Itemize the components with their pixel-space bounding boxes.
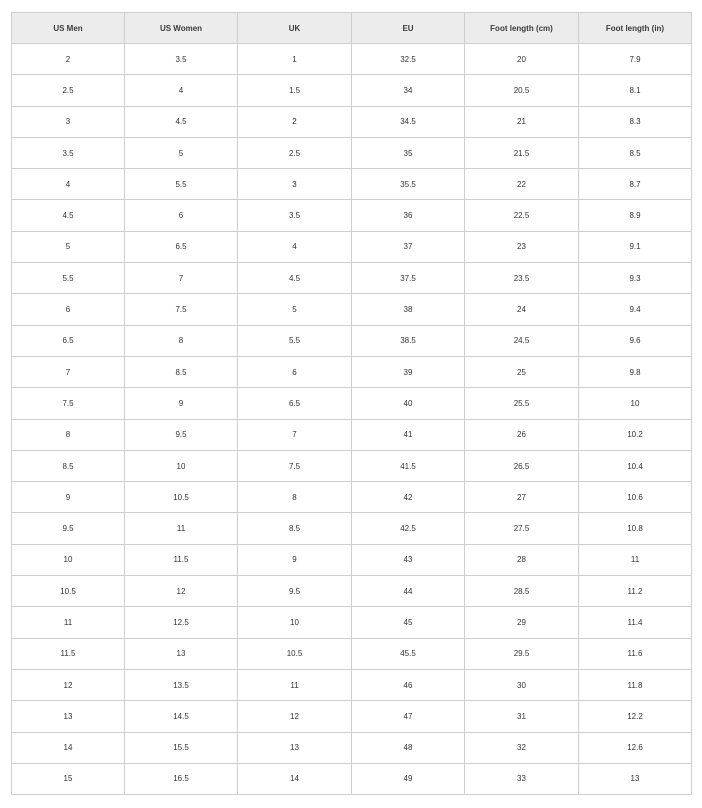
table-row xyxy=(12,44,692,75)
cell-us-women: 12 xyxy=(125,576,238,607)
cell-foot-length-in: 10.8 xyxy=(579,513,692,544)
cell-foot-length-cm: 27 xyxy=(465,482,579,513)
cell-us-men: 8 xyxy=(12,419,125,450)
cell-us-men: 6.5 xyxy=(12,325,125,356)
cell-uk: 8 xyxy=(238,482,352,513)
cell-eu: 36 xyxy=(352,200,465,231)
cell-us-men: 2 xyxy=(12,44,125,75)
cell-us-women: 11.5 xyxy=(125,544,238,575)
cell-us-women: 13 xyxy=(125,638,238,669)
size-chart-table xyxy=(11,12,692,795)
table-header xyxy=(12,13,692,44)
table-row xyxy=(12,513,692,544)
table-row xyxy=(12,419,692,450)
cell-foot-length-in: 10.6 xyxy=(579,482,692,513)
cell-eu: 38 xyxy=(352,294,465,325)
cell-eu: 49 xyxy=(352,763,465,794)
cell-uk: 6 xyxy=(238,356,352,387)
cell-foot-length-in: 10.4 xyxy=(579,450,692,481)
table-row xyxy=(12,701,692,732)
table-row xyxy=(12,450,692,481)
cell-us-men: 10 xyxy=(12,544,125,575)
table-row xyxy=(12,388,692,419)
cell-us-women: 10.5 xyxy=(125,482,238,513)
cell-us-men: 6 xyxy=(12,294,125,325)
cell-us-women: 12.5 xyxy=(125,607,238,638)
table-body xyxy=(12,44,692,795)
cell-eu: 41.5 xyxy=(352,450,465,481)
cell-foot-length-in: 8.7 xyxy=(579,169,692,200)
cell-us-women: 4.5 xyxy=(125,106,238,137)
cell-us-men: 3.5 xyxy=(12,137,125,168)
cell-us-women: 5.5 xyxy=(125,169,238,200)
cell-eu: 45 xyxy=(352,607,465,638)
cell-foot-length-in: 12.2 xyxy=(579,701,692,732)
cell-foot-length-cm: 21.5 xyxy=(465,137,579,168)
table-row xyxy=(12,763,692,794)
cell-foot-length-cm: 21 xyxy=(465,106,579,137)
table-row xyxy=(12,75,692,106)
cell-us-women: 13.5 xyxy=(125,669,238,700)
cell-uk: 11 xyxy=(238,669,352,700)
cell-uk: 13 xyxy=(238,732,352,763)
cell-us-women: 16.5 xyxy=(125,763,238,794)
cell-foot-length-cm: 25.5 xyxy=(465,388,579,419)
table-row xyxy=(12,576,692,607)
cell-foot-length-in: 11.2 xyxy=(579,576,692,607)
table-row xyxy=(12,200,692,231)
cell-us-women: 7 xyxy=(125,263,238,294)
table-row xyxy=(12,106,692,137)
cell-foot-length-in: 8.9 xyxy=(579,200,692,231)
cell-eu: 47 xyxy=(352,701,465,732)
cell-eu: 32.5 xyxy=(352,44,465,75)
cell-us-men: 9.5 xyxy=(12,513,125,544)
cell-eu: 37 xyxy=(352,231,465,262)
cell-eu: 45.5 xyxy=(352,638,465,669)
cell-us-women: 9 xyxy=(125,388,238,419)
cell-foot-length-in: 9.8 xyxy=(579,356,692,387)
table-row xyxy=(12,294,692,325)
cell-eu: 38.5 xyxy=(352,325,465,356)
cell-us-men: 12 xyxy=(12,669,125,700)
cell-us-women: 9.5 xyxy=(125,419,238,450)
cell-us-men: 7 xyxy=(12,356,125,387)
cell-uk: 12 xyxy=(238,701,352,732)
cell-uk: 5.5 xyxy=(238,325,352,356)
cell-foot-length-cm: 26.5 xyxy=(465,450,579,481)
cell-eu: 44 xyxy=(352,576,465,607)
cell-foot-length-in: 9.6 xyxy=(579,325,692,356)
cell-uk: 10.5 xyxy=(238,638,352,669)
cell-us-women: 11 xyxy=(125,513,238,544)
cell-eu: 34 xyxy=(352,75,465,106)
cell-foot-length-cm: 20 xyxy=(465,44,579,75)
cell-uk: 6.5 xyxy=(238,388,352,419)
cell-foot-length-in: 10.2 xyxy=(579,419,692,450)
cell-eu: 39 xyxy=(352,356,465,387)
cell-foot-length-in: 8.5 xyxy=(579,137,692,168)
cell-uk: 9.5 xyxy=(238,576,352,607)
cell-uk: 14 xyxy=(238,763,352,794)
column-header-uk: UK xyxy=(238,13,352,44)
cell-us-women: 4 xyxy=(125,75,238,106)
column-header-foot-length-cm: Foot length (cm) xyxy=(465,13,579,44)
cell-us-women: 6 xyxy=(125,200,238,231)
cell-eu: 46 xyxy=(352,669,465,700)
cell-foot-length-cm: 23 xyxy=(465,231,579,262)
cell-foot-length-in: 11.8 xyxy=(579,669,692,700)
cell-foot-length-cm: 33 xyxy=(465,763,579,794)
cell-us-men: 15 xyxy=(12,763,125,794)
table-row xyxy=(12,544,692,575)
cell-uk: 9 xyxy=(238,544,352,575)
cell-eu: 42 xyxy=(352,482,465,513)
cell-foot-length-in: 9.3 xyxy=(579,263,692,294)
cell-uk: 1.5 xyxy=(238,75,352,106)
table-row xyxy=(12,137,692,168)
cell-foot-length-in: 8.3 xyxy=(579,106,692,137)
table-row xyxy=(12,607,692,638)
cell-eu: 35.5 xyxy=(352,169,465,200)
cell-uk: 4 xyxy=(238,231,352,262)
cell-foot-length-in: 13 xyxy=(579,763,692,794)
column-header-us-women: US Women xyxy=(125,13,238,44)
cell-foot-length-cm: 24 xyxy=(465,294,579,325)
cell-us-men: 9 xyxy=(12,482,125,513)
cell-uk: 4.5 xyxy=(238,263,352,294)
column-header-eu: EU xyxy=(352,13,465,44)
cell-uk: 1 xyxy=(238,44,352,75)
cell-us-men: 2.5 xyxy=(12,75,125,106)
cell-us-women: 6.5 xyxy=(125,231,238,262)
cell-us-men: 4.5 xyxy=(12,200,125,231)
cell-foot-length-in: 8.1 xyxy=(579,75,692,106)
table-row xyxy=(12,638,692,669)
cell-us-men: 5.5 xyxy=(12,263,125,294)
cell-eu: 43 xyxy=(352,544,465,575)
cell-foot-length-cm: 22 xyxy=(465,169,579,200)
cell-us-men: 3 xyxy=(12,106,125,137)
cell-us-women: 14.5 xyxy=(125,701,238,732)
header-row xyxy=(12,13,692,44)
cell-us-women: 7.5 xyxy=(125,294,238,325)
table-row xyxy=(12,669,692,700)
table-row xyxy=(12,169,692,200)
cell-uk: 10 xyxy=(238,607,352,638)
cell-foot-length-cm: 24.5 xyxy=(465,325,579,356)
cell-uk: 8.5 xyxy=(238,513,352,544)
cell-foot-length-cm: 25 xyxy=(465,356,579,387)
table-row xyxy=(12,231,692,262)
cell-us-women: 5 xyxy=(125,137,238,168)
cell-eu: 40 xyxy=(352,388,465,419)
cell-uk: 3.5 xyxy=(238,200,352,231)
cell-us-men: 13 xyxy=(12,701,125,732)
column-header-foot-length-in: Foot length (in) xyxy=(579,13,692,44)
cell-us-men: 14 xyxy=(12,732,125,763)
cell-foot-length-cm: 22.5 xyxy=(465,200,579,231)
cell-uk: 3 xyxy=(238,169,352,200)
cell-foot-length-cm: 26 xyxy=(465,419,579,450)
cell-us-men: 10.5 xyxy=(12,576,125,607)
cell-foot-length-cm: 27.5 xyxy=(465,513,579,544)
cell-us-women: 10 xyxy=(125,450,238,481)
cell-foot-length-cm: 20.5 xyxy=(465,75,579,106)
cell-eu: 37.5 xyxy=(352,263,465,294)
table-row xyxy=(12,325,692,356)
cell-uk: 5 xyxy=(238,294,352,325)
table-row xyxy=(12,732,692,763)
cell-foot-length-cm: 32 xyxy=(465,732,579,763)
cell-foot-length-cm: 23.5 xyxy=(465,263,579,294)
cell-us-men: 11 xyxy=(12,607,125,638)
cell-foot-length-cm: 29 xyxy=(465,607,579,638)
cell-eu: 34.5 xyxy=(352,106,465,137)
cell-uk: 2.5 xyxy=(238,137,352,168)
cell-us-women: 8 xyxy=(125,325,238,356)
cell-uk: 7.5 xyxy=(238,450,352,481)
cell-eu: 42.5 xyxy=(352,513,465,544)
cell-us-women: 15.5 xyxy=(125,732,238,763)
table-row xyxy=(12,263,692,294)
cell-foot-length-cm: 30 xyxy=(465,669,579,700)
cell-foot-length-cm: 28.5 xyxy=(465,576,579,607)
cell-foot-length-cm: 31 xyxy=(465,701,579,732)
cell-uk: 2 xyxy=(238,106,352,137)
cell-us-men: 5 xyxy=(12,231,125,262)
size-chart xyxy=(11,12,692,795)
cell-us-men: 7.5 xyxy=(12,388,125,419)
cell-foot-length-in: 7.9 xyxy=(579,44,692,75)
cell-us-men: 8.5 xyxy=(12,450,125,481)
cell-foot-length-in: 9.1 xyxy=(579,231,692,262)
table-row xyxy=(12,356,692,387)
cell-foot-length-in: 12.6 xyxy=(579,732,692,763)
cell-us-men: 4 xyxy=(12,169,125,200)
cell-us-women: 8.5 xyxy=(125,356,238,387)
table-row xyxy=(12,482,692,513)
cell-foot-length-in: 11 xyxy=(579,544,692,575)
cell-us-men: 11.5 xyxy=(12,638,125,669)
cell-uk: 7 xyxy=(238,419,352,450)
cell-eu: 48 xyxy=(352,732,465,763)
cell-us-women: 3.5 xyxy=(125,44,238,75)
cell-foot-length-cm: 28 xyxy=(465,544,579,575)
cell-foot-length-in: 9.4 xyxy=(579,294,692,325)
cell-foot-length-in: 11.4 xyxy=(579,607,692,638)
cell-eu: 35 xyxy=(352,137,465,168)
cell-foot-length-cm: 29.5 xyxy=(465,638,579,669)
cell-eu: 41 xyxy=(352,419,465,450)
cell-foot-length-in: 11.6 xyxy=(579,638,692,669)
column-header-us-men: US Men xyxy=(12,13,125,44)
cell-foot-length-in: 10 xyxy=(579,388,692,419)
